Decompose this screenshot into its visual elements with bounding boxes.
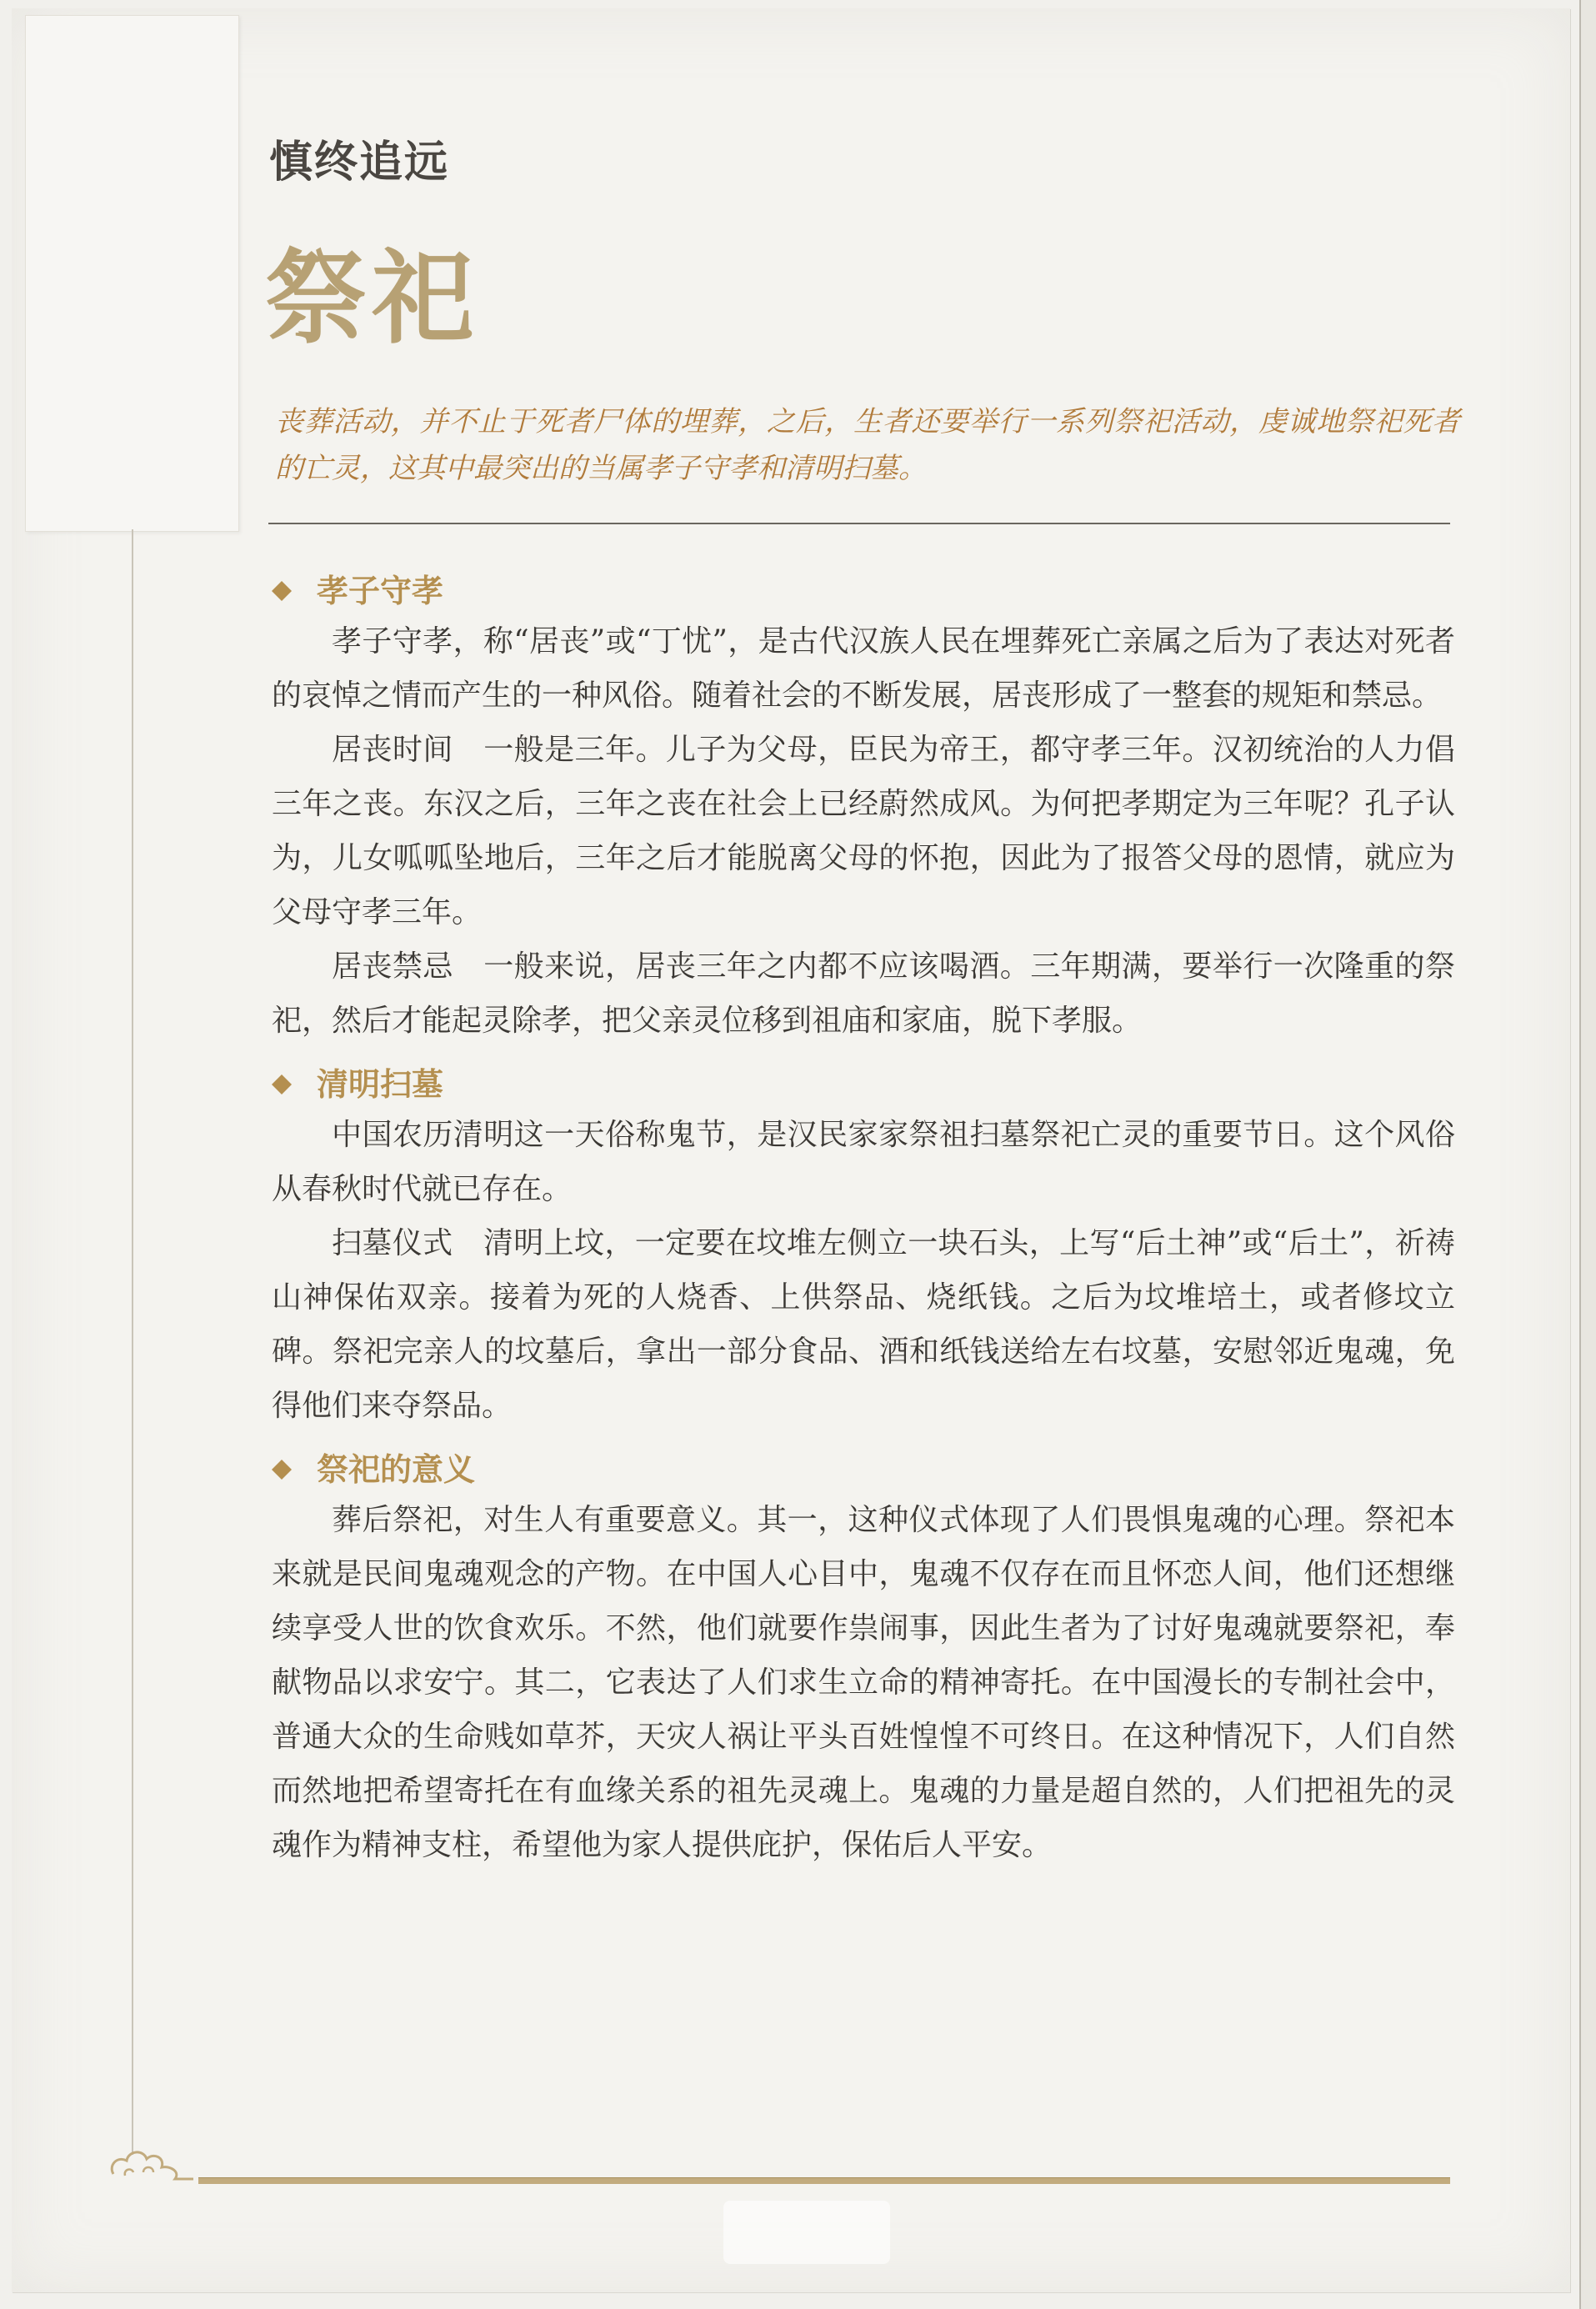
section-mourning xyxy=(272,571,1455,1048)
divider xyxy=(268,523,1450,524)
footer-rule xyxy=(198,2177,1450,2184)
section-heading-label: 祭祀的意义 xyxy=(317,1451,476,1488)
margin-rule xyxy=(132,529,133,2155)
section-heading xyxy=(272,571,1455,611)
auspicious-cloud-icon xyxy=(107,2141,198,2191)
section-heading-label: 清明扫墓 xyxy=(317,1066,444,1103)
paragraph: 居丧时间 一般是三年。儿子为父母，臣民为帝王，都守孝三年。汉初统治的人力倡三年之丧。东汉之后，三年之丧在社会上已经蔚然成风。为何把孝期定为三年呢？孔子认为，儿女呱呱坠地后，三年之后才能脱离父母的怀抱，因此为了报答父母的恩情，就应为父母守孝三年。 xyxy=(272,733,1455,929)
paragraph: 孝子守孝，称“居丧”或“丁忧”，是古代汉族人民在埋葬死亡亲属之后为了表达对死者的哀悼之情而产生的一种风俗。随着社会的不断发展，居丧形成了一整套的规矩和禁忌。 xyxy=(272,624,1455,713)
page-edge xyxy=(1579,0,1596,2309)
paragraph: 葬后祭祀，对生人有重要意义。其一，这种仪式体现了人们畏惧鬼魂的心理。祭祀本来就是民间鬼魂观念的产物。在中国人心目中，鬼魂不仅存在而且怀恋人间，他们还想继续享受人世的饮食欢乐。不然，他们就要作祟闹事，因此生者为了讨好鬼魂就要祭祀，奉献物品以求安宁。其二，它表达了人们求生立命的精神寄托。在中国漫长的专制社会中，普通大众的生命贱如草芥，天灾人祸让平头百姓惶惶不可终日。在这种情况下，人们自然而然地把希望寄托在有血缘关系的祖先灵魂上。鬼魂的力量是超自然的，人们把祖先的灵魂作为精神支柱，希望他为家人提供庇护，保佑后人平安。 xyxy=(272,1503,1455,1862)
intro-text: 丧葬活动，并不止于死者尸体的埋葬，之后，生者还要举行一系列祭祀活动，虔诚地祭祀死者的亡灵，这其中最突出的当属孝子守孝和清明扫墓。 xyxy=(275,405,1460,485)
section-heading xyxy=(272,1064,1455,1104)
section-heading xyxy=(272,1450,1455,1490)
article-body xyxy=(272,571,1455,1889)
torn-paper-tab xyxy=(25,15,239,532)
page-number-area xyxy=(723,2201,890,2264)
series-title: 慎终追远 xyxy=(269,138,450,188)
paragraph: 中国农历清明这一天俗称鬼节，是汉民家家祭祖扫墓祭祀亡灵的重要节日。这个风俗从春秋时代就已存在。 xyxy=(272,1118,1455,1206)
diamond-icon xyxy=(272,581,292,601)
diamond-icon xyxy=(272,1074,292,1094)
diamond-icon xyxy=(272,1460,292,1480)
section-tomb-sweeping xyxy=(272,1064,1455,1433)
paragraph: 居丧禁忌 一般来说，居丧三年之内都不应该喝酒。三年期满，要举行一次隆重的祭祀，然后才能起灵除孝，把父亲灵位移到祖庙和家庙，脱下孝服。 xyxy=(272,949,1455,1038)
paragraph: 扫墓仪式 清明上坟，一定要在坟堆左侧立一块石头，上写“后土神”或“后土”，祈祷山神保佑双亲。接着为死的人烧香、上供祭品、烧纸钱。之后为坟堆培土，或者修坟立碑。祭祀完亲人的坟墓后，拿出一部分食品、酒和纸钱送给左右坟墓，安慰邻近鬼魂，免得他们来夺祭品。 xyxy=(272,1226,1455,1423)
section-heading-label: 孝子守孝 xyxy=(317,573,444,609)
page-title: 祭祀 xyxy=(265,239,478,358)
section-meaning xyxy=(272,1450,1455,1872)
